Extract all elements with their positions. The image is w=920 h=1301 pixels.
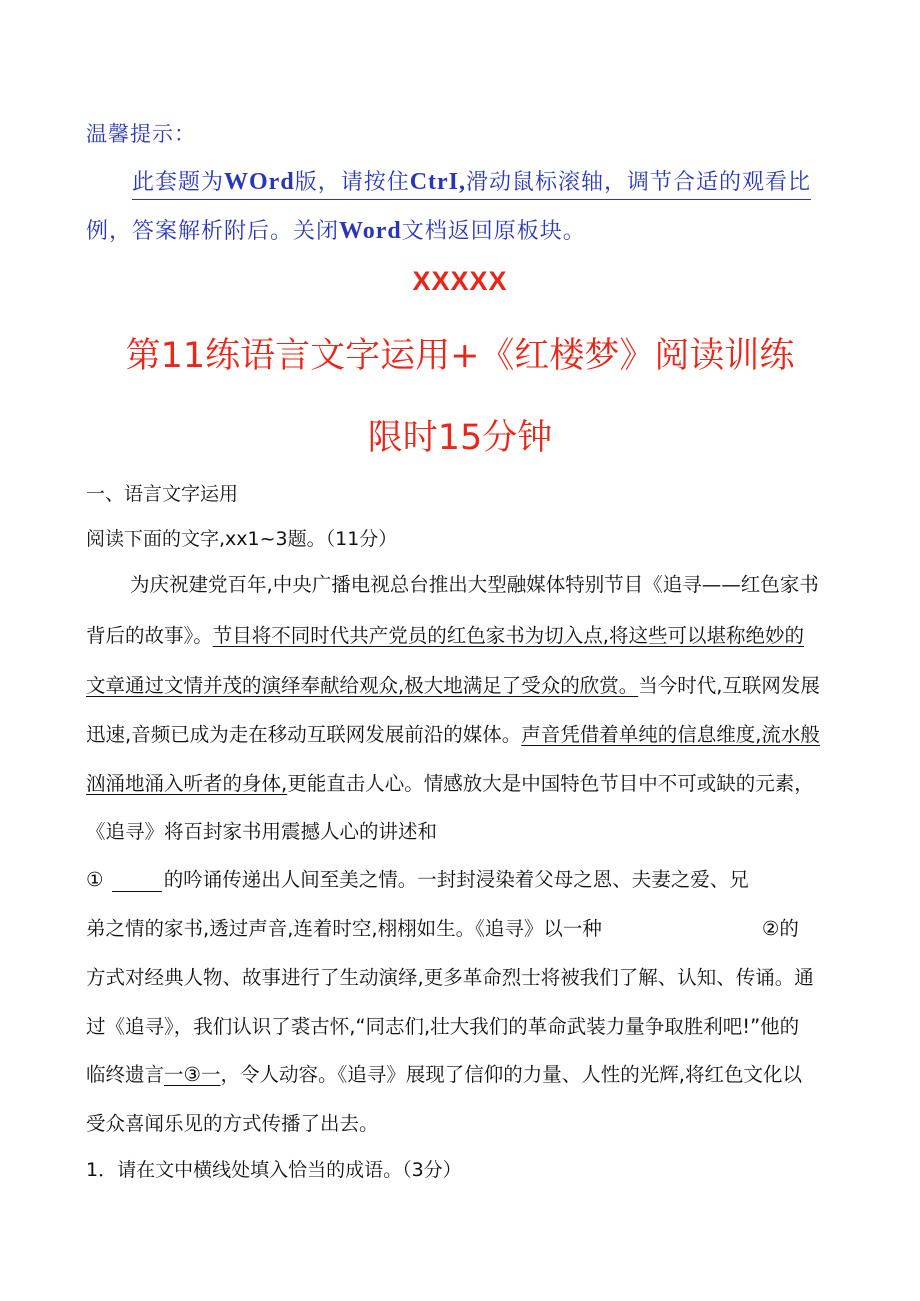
- passage-line-3: 文章通过文情并茂的演绎奉献给观众,极大地满足了受众的欣赏。当今时代,互联网发展: [86, 674, 820, 697]
- section-heading: 一、语言文字运用: [86, 483, 239, 505]
- passage-line-9: 方式对经典人物、故事进行了生动演绎,更多革命烈士将被我们了解、认知、传诵。通: [86, 966, 814, 989]
- blank-3: 一③一: [164, 1063, 221, 1086]
- header-mark: XXXXX: [412, 266, 508, 296]
- passage-line-4: 迅速,音频已成为走在移动互联网发展前沿的媒体。声音凭借着单纯的信息维度,流水般: [86, 723, 820, 746]
- passage-line-10: 过《追寻》，我们认识了裘古怀,“同志们,壮大我们的革命武装力量争取胜利吧!”他的: [86, 1015, 800, 1038]
- tip-line-2: 例，答案解析附后。关闭Word文档返回原板块。: [86, 218, 586, 244]
- blank-1: [112, 871, 162, 892]
- passage-line-7: ① 的吟诵传递出人间至美之情。一封封浸染着父母之恩、夫妻之爱、兄: [86, 868, 749, 891]
- passage-line-8: 弟之情的家书,透过声音,连着时空,栩栩如生。《追寻》以一种 ②的: [86, 917, 799, 940]
- question-1: 1．请在文中横线处填入恰当的成语。（3分）: [86, 1159, 462, 1181]
- passage-line-2: 背后的故事》。节目将不同时代共产党员的红色家书为切入点,将这些可以堪称绝妙的: [86, 624, 804, 647]
- tip-label: 温馨提示：: [86, 122, 196, 146]
- page-title: 第11练语言文字运用+《红楼梦》阅读训练: [125, 336, 795, 376]
- passage-line-1: 为庆祝建党百年,中央广播电视总台推出大型融媒体特别节目《追寻——红色家书: [130, 573, 819, 596]
- blank-1-number: ①: [86, 868, 104, 891]
- passage-line-11: 临终遗言一③一，令人动容。《追寻》展现了信仰的力量、人性的光辉,将红色文化以: [86, 1063, 802, 1086]
- section-instruction: 阅读下面的文字,xx1~3题。（11分）: [86, 528, 398, 550]
- passage-line-12: 受众喜闻乐见的方式传播了出去。: [86, 1112, 379, 1135]
- blank-2-number: ②的: [761, 917, 799, 940]
- passage-line-6: 《追寻》将百封家书用震撼人心的讲述和: [86, 820, 438, 843]
- tip-line-1: 此套题为WOrd版，请按住CtrI,滑动鼠标滚轴，调节合适的观看比: [132, 165, 811, 200]
- passage-line-5: 汹涌地涌入听者的身体,更能直击人心。情感放大是中国特色节目中不可或缺的元素，: [86, 772, 814, 795]
- time-limit: 限时15分钟: [367, 418, 553, 458]
